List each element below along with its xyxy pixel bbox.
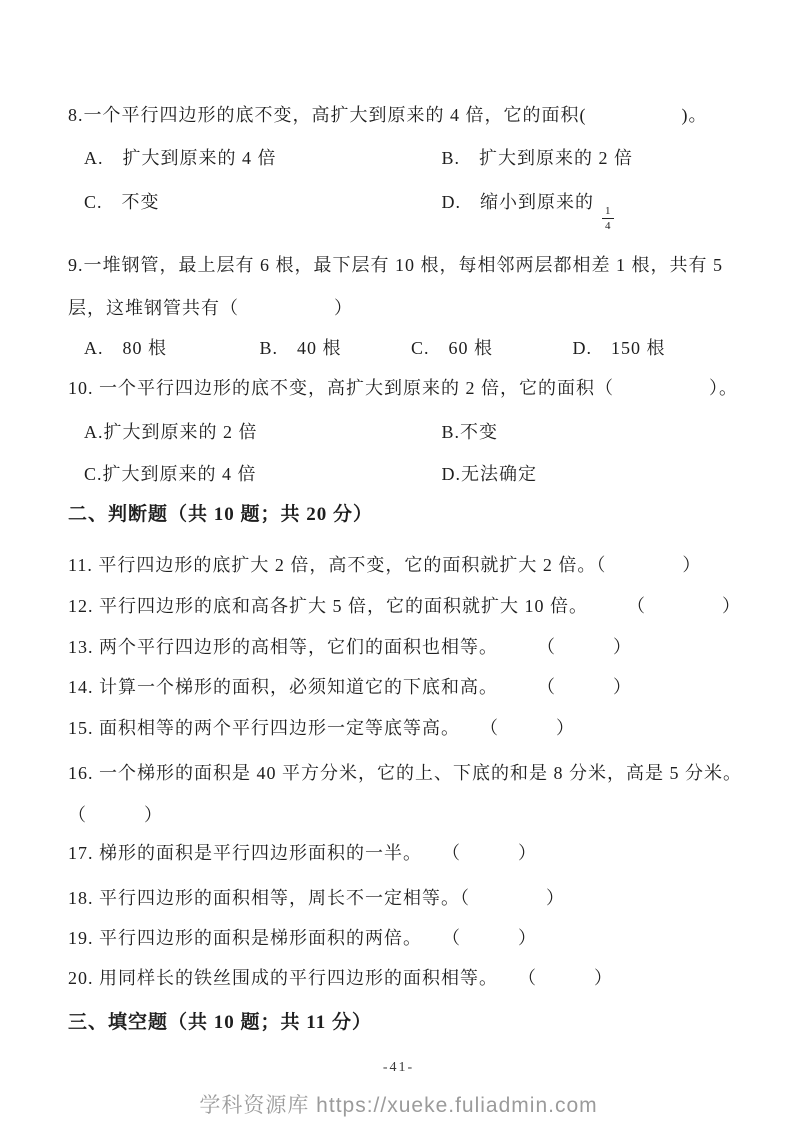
question-19: 19. 平行四边形的面积是梯形面积的两倍。 （ ） [68,928,537,949]
question-9-stem-line-2: 层，这堆钢管共有（ ） [68,298,353,319]
section-3-heading: 三、填空题（共 10 题；共 11 分） [68,1012,372,1034]
question-20: 20. 用同样长的铁丝围成的平行四边形的面积相等。 （ ） [68,968,613,989]
question-8-option-d [441,192,614,233]
question-10-option-c: C.扩大到原来的 4 倍 [84,464,257,485]
page-number: -41- [382,1060,415,1076]
question-9-options-row [68,335,729,361]
footer-watermark: 学科资源库 https://xueke.fuliadmin.com [199,1094,598,1118]
question-8-stem: 8.一个平行四边形的底不变，高扩大到原来的 4 倍，它的面积( )。 [68,105,708,125]
question-8-option-d-text: D. 缩小到原来的 [441,192,594,212]
question-8-option-c: C. 不变 [84,192,160,212]
question-10-option-a: A.扩大到原来的 2 倍 [84,422,258,443]
question-10-options-row-2 [68,461,729,487]
question-10-options-row-1 [68,419,729,445]
question-8-option-a: A. 扩大到原来的 4 倍 [84,148,277,168]
fraction-denominator: 4 [605,220,611,233]
fraction-numerator: 1 [602,205,614,219]
question-13: 13. 两个平行四边形的高相等，它们的面积也相等。 （ ） [68,637,632,658]
question-9-option-d: D. 150 根 [572,338,666,359]
question-15: 15. 面积相等的两个平行四边形一定等底等高。 （ ） [68,718,575,739]
question-9-option-b: B. 40 根 [259,338,342,359]
question-10-option-b: B.不变 [441,422,499,443]
question-14: 14. 计算一个梯形的面积，必须知道它的下底和高。 （ ） [68,677,632,698]
question-9-option-a: A. 80 根 [84,338,167,359]
question-8-options-row-1 [68,145,729,171]
question-12: 12. 平行四边形的底和高各扩大 5 倍，它的面积就扩大 10 倍。 （ ） [68,596,741,617]
question-9-option-c: C. 60 根 [411,338,494,359]
question-8-options-row-2 [68,189,729,232]
question-18: 18. 平行四边形的面积相等，周长不一定相等。（ ） [68,888,565,909]
question-10-option-d: D.无法确定 [441,464,537,485]
section-2-heading: 二、判断题（共 10 题；共 20 分） [68,504,374,526]
question-17: 17. 梯形的面积是平行四边形面积的一半。 （ ） [68,843,537,864]
fraction-one-fourth [602,205,614,232]
question-9-stem-line-1: 9.一堆钢管，最上层有 6 根，最下层有 10 根，每相邻两层都相差 1 根，共有 5 [68,255,723,276]
question-11: 11. 平行四边形的底扩大 2 倍，高不变，它的面积就扩大 2 倍。（ ） [68,555,702,576]
question-8-option-b: B. 扩大到原来的 2 倍 [441,148,634,168]
question-16-line-2: （ ） [68,805,163,826]
question-10-stem: 10. 一个平行四边形的底不变，高扩大到原来的 2 倍，它的面积（ ）。 [68,378,738,399]
question-16-line-1: 16. 一个梯形的面积是 40 平方分米，它的上、下底的和是 8 分米，高是 5 分米。 [68,763,742,784]
